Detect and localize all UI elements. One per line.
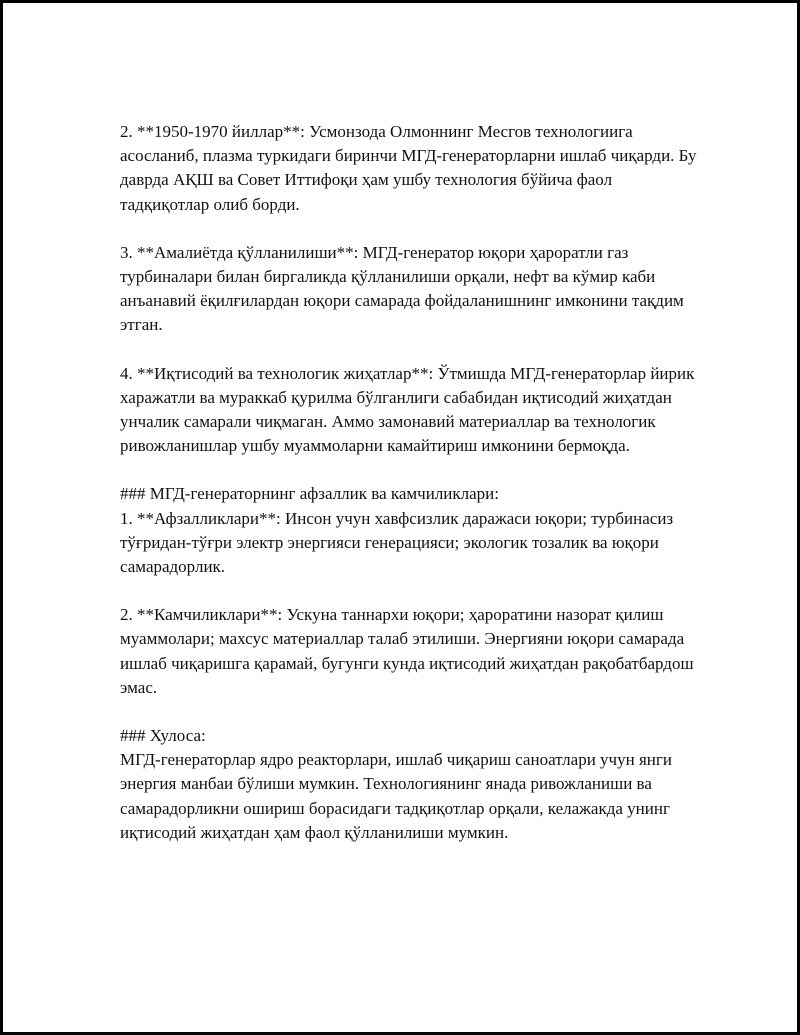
- conclusion-section: [120, 724, 700, 845]
- document-body: [120, 120, 700, 869]
- paragraph-history-1950-1970: 2. **1950-1970 йиллар**: Усмонзода Олмоннинг Месгов технологиига асосланиб, плазма туркидаги биринчи МГД-генераторларни ишлаб чиқарди. Бу даврда АҚШ ва Совет Иттифоқи ҳам ушбу технология бўйича фаол тадқиқотлар олиб борди.: [120, 122, 697, 214]
- paragraph-economic-aspects: 4. **Иқтисодий ва технологик жиҳатлар**: Ўтмишда МГД-генераторлар йирик харажатли ва мураккаб қурилма бўлганлиги сабабидан иқтисодий жиҳатдан унчалик самарали чиқмаган. Аммо замонавий материаллар ва технологик ривожланишлар ушбу муаммоларни камайтириш имконини бермоқда.: [120, 363, 695, 456]
- advantages-heading: ### МГД-генераторнинг афзаллик ва камчиликлари:: [120, 484, 500, 504]
- conclusion-heading: ### Хулоса:: [120, 726, 206, 746]
- advantages-item: 1. **Афзалликлари**: Инсон учун хавфсизлик даражаси юқори; турбинасиз тўғридан-тўғри электр энергияси генерацияси; экологик тозалик ва юқори самарадорлик.: [120, 508, 674, 577]
- paragraph-practical-application: 3. **Амалиётда қўлланилиши**: МГД-генератор юқори ҳароратли газ турбиналари билан биргаликда қўлланилиши орқали, нефт ва кўмир каби анъанавий ёқилғилардан юқори самарада фойдаланишнинг имконини тақдим этган.: [120, 242, 684, 335]
- conclusion-text: МГД-генераторлар ядро реакторлари, ишлаб чиқариш саноатлари учун янги энергия манбаи бўлиши мумкин. Технологиянинг янада ривожланиши ва самарадорликни ошириш борасидаги тадқиқотлар орқали, келажакда унинг иқтисодий жиҳатдан ҳам фаол қўлланилиши мумкин.: [120, 750, 672, 842]
- advantages-section: [120, 482, 700, 579]
- disadvantages-item: 2. **Камчиликлари**: Ускуна таннархи юқори; ҳароратини назорат қилиш муаммолари; махсус материаллар талаб этилиши. Энергияни юқори самарада ишлаб чиқаришга қарамай, бугунги кунда иқтисодий жиҳатдан рақобатбардош эмас.: [120, 605, 694, 697]
